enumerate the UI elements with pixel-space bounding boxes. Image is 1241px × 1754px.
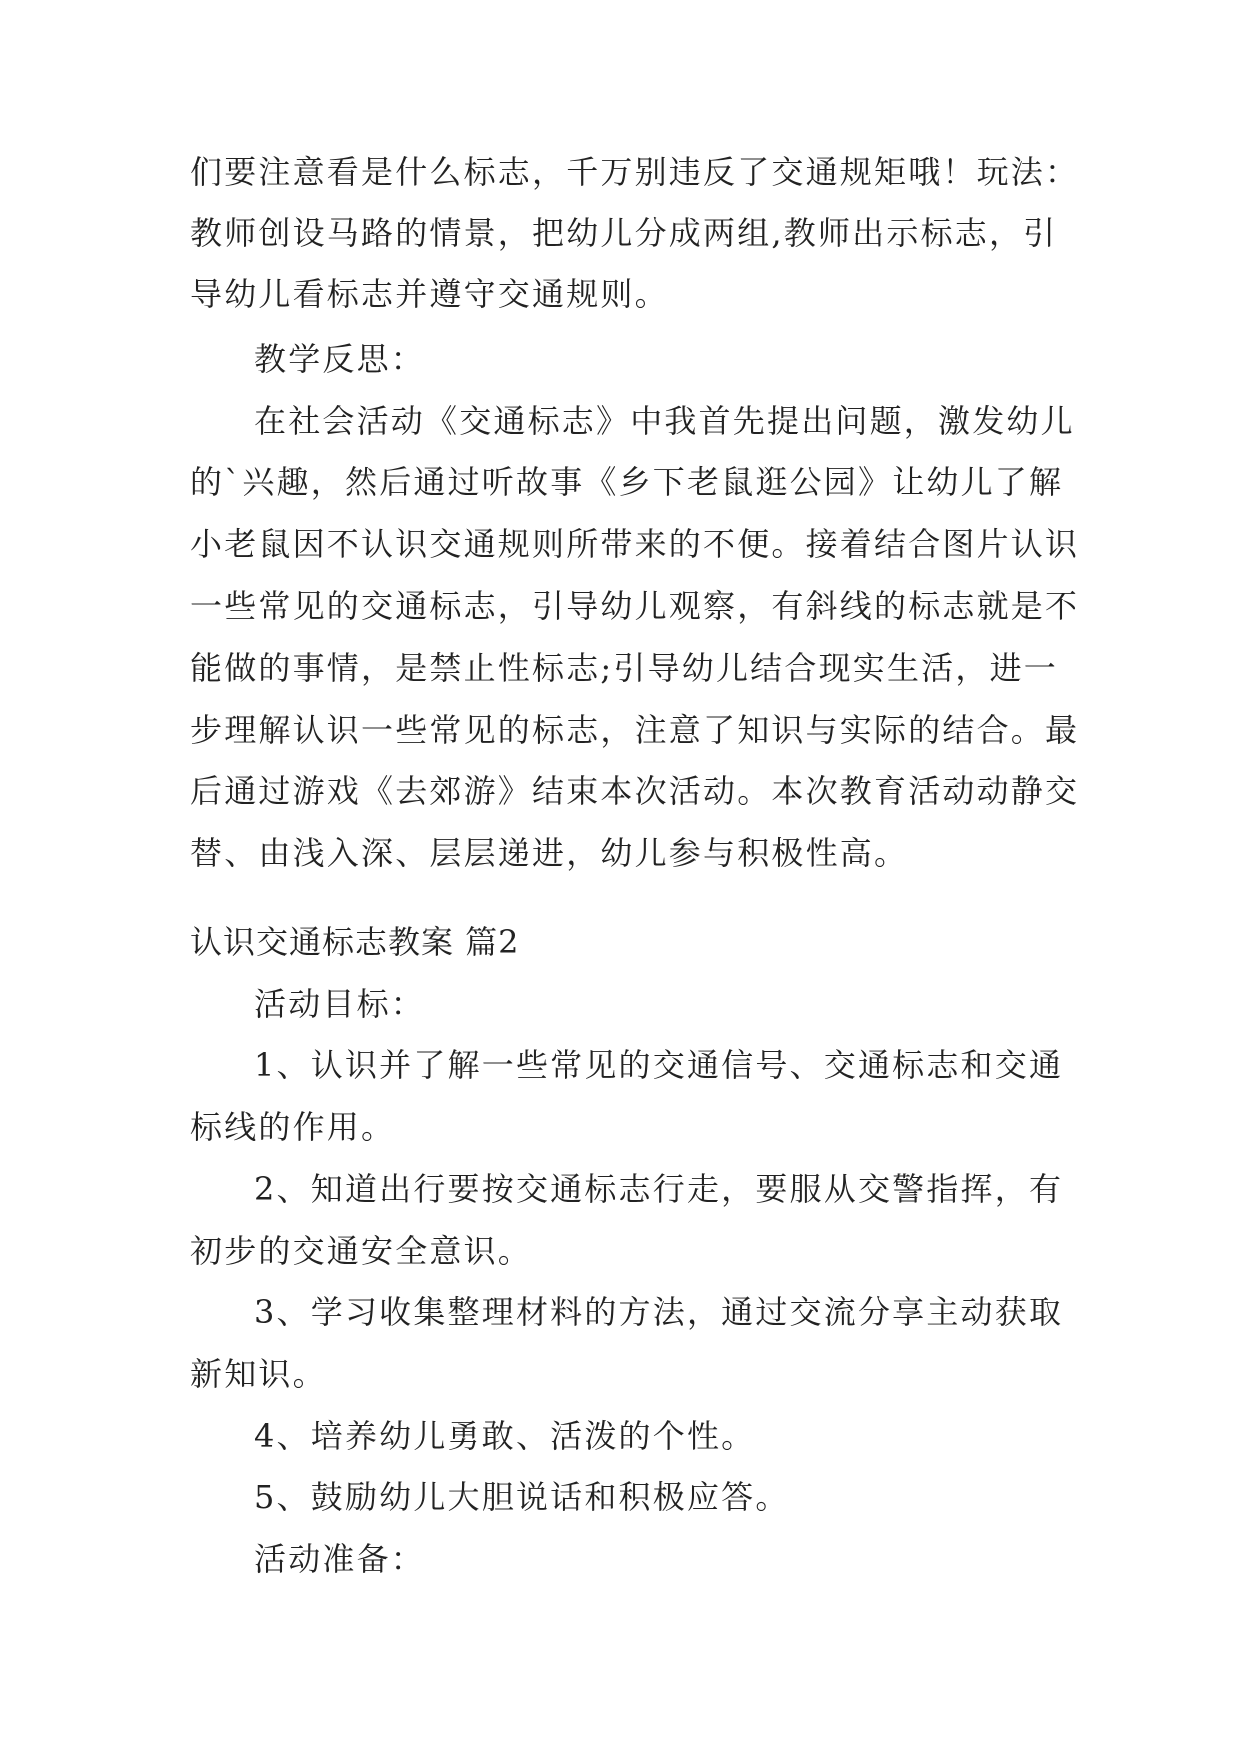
text-line: 初步的交通安全意识。 bbox=[190, 1232, 533, 1270]
section-heading: 认识交通标志教案 篇2 bbox=[190, 923, 520, 961]
text-line: 的`兴趣，然后通过听故事《乡下老鼠逛公园》让幼儿了解 bbox=[190, 463, 1064, 501]
text-line: 小老鼠因不认识交通规则所带来的不便。接着结合图片认识 bbox=[190, 525, 1080, 563]
text-line: 能做的事情，是禁止性标志;引导幼儿结合现实生活，进一 bbox=[190, 649, 1058, 687]
list-item: 5、鼓励幼儿大胆说话和积极应答。 bbox=[254, 1478, 790, 1516]
text-line: 导幼儿看标志并遵守交通规则。 bbox=[190, 275, 669, 313]
list-item: 1、认识并了解一些常见的交通信号、交通标志和交通 bbox=[254, 1046, 1064, 1084]
text-line: 一些常见的交通标志，引导幼儿观察，有斜线的标志就是不 bbox=[190, 587, 1080, 625]
text-line: 标线的作用。 bbox=[190, 1108, 396, 1146]
text-line: 们要注意看是什么标志，千万别违反了交通规矩哦！玩法： bbox=[190, 153, 1080, 191]
section-label: 活动目标： bbox=[254, 985, 426, 1023]
text-line: 在社会活动《交通标志》中我首先提出问题，激发幼儿 bbox=[254, 402, 1075, 440]
section-label: 活动准备： bbox=[254, 1540, 426, 1578]
list-item: 2、知道出行要按交通标志行走，要服从交警指挥，有 bbox=[254, 1170, 1064, 1208]
section-label: 教学反思： bbox=[254, 340, 426, 378]
text-line: 后通过游戏《去郊游》结束本次活动。本次教育活动动静交 bbox=[190, 772, 1080, 810]
list-item: 4、培养幼儿勇敢、活泼的个性。 bbox=[254, 1417, 756, 1455]
text-line: 新知识。 bbox=[190, 1355, 327, 1393]
text-line: 教师创设马路的情景，把幼儿分成两组,教师出示标志，引 bbox=[190, 214, 1058, 252]
text-line: 步理解认识一些常见的标志，注意了知识与实际的结合。最 bbox=[190, 711, 1080, 749]
text-line: 替、由浅入深、层层递进，幼儿参与积极性高。 bbox=[190, 834, 909, 872]
list-item: 3、学习收集整理材料的方法，通过交流分享主动获取 bbox=[254, 1293, 1064, 1331]
